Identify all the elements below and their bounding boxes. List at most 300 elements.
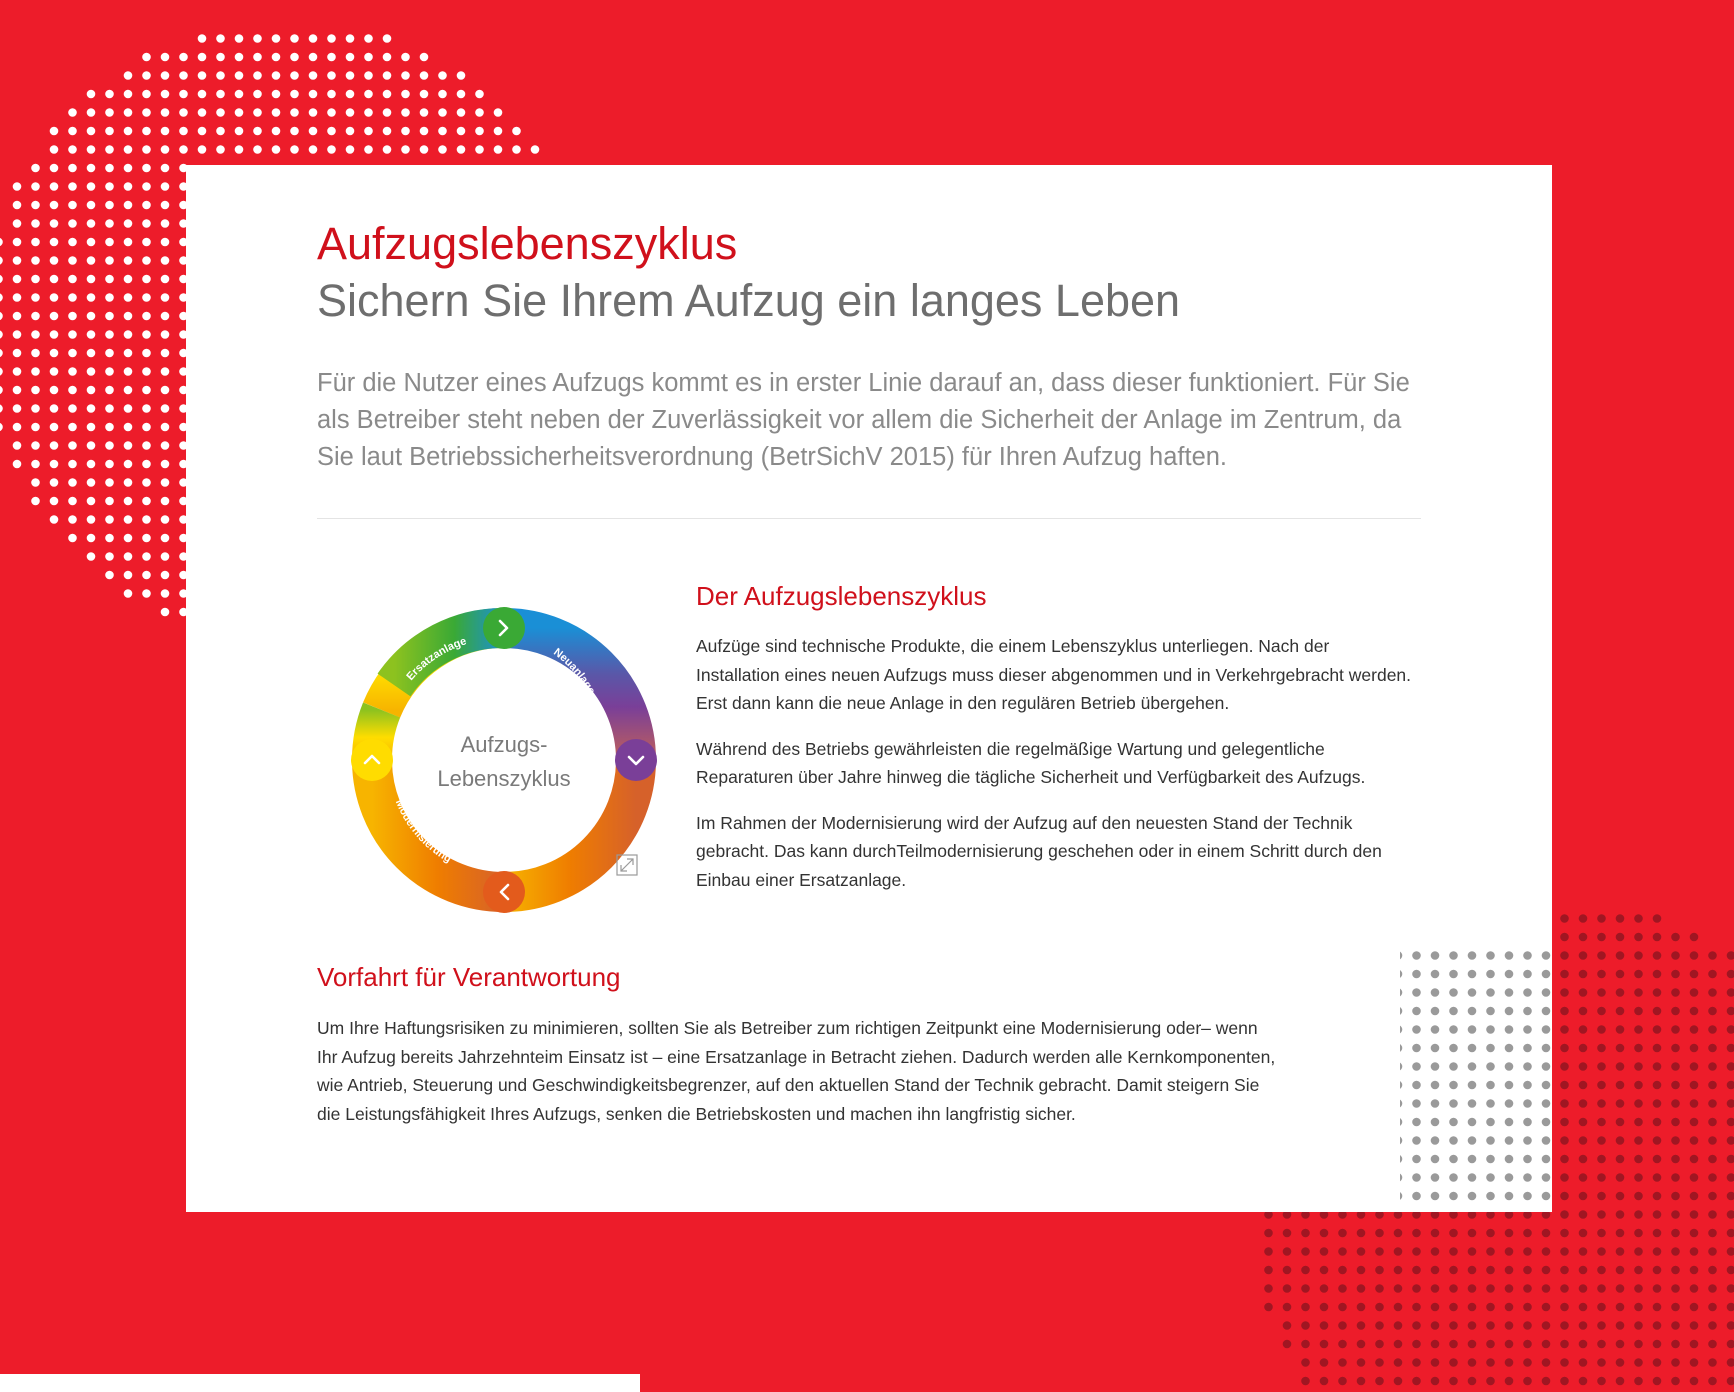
dot: [13, 256, 22, 265]
dot: [1320, 1247, 1329, 1256]
dot: [1597, 1377, 1606, 1386]
dot: [142, 201, 151, 210]
gray-dot-circle: [1400, 900, 1734, 1210]
dot: [1357, 1266, 1366, 1275]
dot: [1653, 1266, 1662, 1275]
dot: [87, 423, 96, 432]
dot: [1653, 1210, 1662, 1219]
dot: [0, 238, 3, 247]
dot: [1542, 1192, 1551, 1201]
dot: [216, 53, 225, 62]
dot: [1634, 1321, 1643, 1330]
dot: [1708, 1229, 1717, 1238]
dot: [179, 71, 188, 80]
dot: [235, 90, 244, 99]
dot: [124, 108, 133, 117]
dot: [124, 182, 133, 191]
dot: [142, 90, 151, 99]
dot: [216, 127, 225, 136]
dot: [1671, 1340, 1680, 1349]
dot: [1431, 1025, 1440, 1034]
dot: [1357, 1303, 1366, 1312]
dot: [68, 386, 77, 395]
dot: [1653, 1229, 1662, 1238]
dot: [494, 145, 503, 154]
dot: [105, 478, 114, 487]
dot: [50, 367, 59, 376]
dot: [1486, 1155, 1495, 1164]
dot: [0, 330, 3, 339]
dot: [1283, 1303, 1292, 1312]
dot: [198, 34, 207, 43]
dot: [87, 367, 96, 376]
dot: [31, 238, 40, 247]
dot: [1449, 1340, 1458, 1349]
dot: [420, 145, 429, 154]
dot: [364, 108, 373, 117]
dot: [87, 386, 96, 395]
dot: [105, 349, 114, 358]
dot: [1727, 1247, 1734, 1256]
dot: [13, 367, 22, 376]
dot: [346, 145, 355, 154]
dot: [1468, 1136, 1477, 1145]
dot: [68, 145, 77, 154]
dot: [68, 423, 77, 432]
dot: [105, 571, 114, 580]
dot: [1431, 1007, 1440, 1016]
dot: [1671, 1321, 1680, 1330]
dot: [1560, 1210, 1569, 1219]
dot: [438, 90, 447, 99]
dot: [142, 386, 151, 395]
dot: [253, 108, 262, 117]
dot: [383, 145, 392, 154]
dot: [1338, 1303, 1347, 1312]
dot: [50, 349, 59, 358]
dot: [1542, 1377, 1551, 1386]
dot: [31, 312, 40, 321]
dot: [401, 127, 410, 136]
dot: [531, 145, 540, 154]
dot: [1671, 1266, 1680, 1275]
dot: [161, 497, 170, 506]
dot: [31, 460, 40, 469]
dot: [142, 441, 151, 450]
dot: [1727, 1377, 1734, 1386]
dot: [50, 404, 59, 413]
dot: [1523, 1155, 1532, 1164]
dot: [1320, 1321, 1329, 1330]
dot: [216, 108, 225, 117]
dot: [1671, 1303, 1680, 1312]
dot: [494, 108, 503, 117]
dot: [1394, 1247, 1403, 1256]
dot: [1301, 1229, 1310, 1238]
node-bottom[interactable]: [483, 871, 525, 913]
dot: [1690, 1377, 1699, 1386]
dot: [68, 349, 77, 358]
dot: [87, 293, 96, 302]
dot: [1468, 1025, 1477, 1034]
dot: [1579, 1340, 1588, 1349]
dot: [142, 534, 151, 543]
dot: [13, 182, 22, 191]
dot: [1486, 1358, 1495, 1367]
dot: [105, 404, 114, 413]
dot: [290, 127, 299, 136]
dot: [1431, 1284, 1440, 1293]
dot: [1523, 970, 1532, 979]
dot: [512, 127, 521, 136]
dot: [31, 349, 40, 358]
dot: [105, 293, 114, 302]
dot: [1542, 1025, 1551, 1034]
dot: [31, 367, 40, 376]
dot: [1505, 1062, 1514, 1071]
dot: [1320, 1358, 1329, 1367]
dot: [1634, 1210, 1643, 1219]
dot: [142, 589, 151, 598]
dot: [1560, 1321, 1569, 1330]
dot: [1579, 1321, 1588, 1330]
dot: [31, 293, 40, 302]
segment-label-modernisierung[interactable]: Modernisierung: [392, 797, 454, 866]
dot: [198, 53, 207, 62]
dot: [1690, 1284, 1699, 1293]
dot: [13, 293, 22, 302]
dot: [1542, 1303, 1551, 1312]
dot: [161, 423, 170, 432]
dot: [1412, 1284, 1421, 1293]
lifecycle-ring-graphic[interactable]: [334, 590, 674, 930]
dot: [1505, 951, 1514, 960]
dot: [1431, 1377, 1440, 1386]
dot: [1616, 1340, 1625, 1349]
dot: [50, 386, 59, 395]
dot: [87, 164, 96, 173]
dot: [1431, 970, 1440, 979]
dot: [1375, 1229, 1384, 1238]
dot: [124, 256, 133, 265]
dot: [68, 182, 77, 191]
dot: [364, 71, 373, 80]
dot: [87, 127, 96, 136]
dot: [346, 34, 355, 43]
dot: [105, 219, 114, 228]
dot: [1542, 1358, 1551, 1367]
dot: [142, 478, 151, 487]
dot: [1523, 1044, 1532, 1053]
dot: [1412, 1099, 1421, 1108]
dot: [216, 71, 225, 80]
dot: [1523, 1266, 1532, 1275]
dot: [1727, 1358, 1734, 1367]
dot: [1579, 1358, 1588, 1367]
dot: [142, 367, 151, 376]
dot: [1542, 1340, 1551, 1349]
dot: [50, 497, 59, 506]
dot: [290, 53, 299, 62]
dot: [235, 145, 244, 154]
dot: [1523, 1081, 1532, 1090]
dot: [1468, 1044, 1477, 1053]
dot: [1653, 1377, 1662, 1386]
dot: [1486, 1173, 1495, 1182]
dot: [124, 127, 133, 136]
dot: [1449, 951, 1458, 960]
page-subtitle: Sichern Sie Ihrem Aufzug ein langes Leben: [317, 275, 1181, 326]
dot: [198, 145, 207, 154]
dot: [0, 386, 3, 395]
dot: [1375, 1247, 1384, 1256]
dot: [1560, 1284, 1569, 1293]
node-top[interactable]: [483, 607, 525, 649]
dot: [31, 275, 40, 284]
dot: [50, 478, 59, 487]
dot: [50, 164, 59, 173]
dot: [68, 312, 77, 321]
dot: [1264, 1247, 1273, 1256]
dot: [272, 71, 281, 80]
dot: [1708, 1303, 1717, 1312]
node-right[interactable]: [615, 739, 657, 781]
dot: [87, 201, 96, 210]
dot: [1468, 970, 1477, 979]
dot: [179, 145, 188, 154]
segment-label-reparatur-wartung[interactable]: Reparatur & Wartung: [525, 787, 604, 872]
dot: [1431, 1155, 1440, 1164]
dot: [1505, 1118, 1514, 1127]
dot: [1412, 951, 1421, 960]
ring-center-line1: Aufzugs-: [460, 732, 548, 757]
dot: [124, 404, 133, 413]
dot: [31, 478, 40, 487]
dot: [87, 552, 96, 561]
segment-label-neuanlage[interactable]: Neuanlage: [551, 646, 598, 697]
dot: [272, 34, 281, 43]
dot: [13, 238, 22, 247]
dot: [1412, 1358, 1421, 1367]
dot: [1486, 1136, 1495, 1145]
dot: [142, 515, 151, 524]
dot: [309, 53, 318, 62]
dot: [50, 441, 59, 450]
dot: [0, 312, 3, 321]
dot: [1542, 1173, 1551, 1182]
dot: [1320, 1229, 1329, 1238]
dot: [31, 256, 40, 265]
dot: [161, 534, 170, 543]
dot: [87, 256, 96, 265]
dot: [87, 534, 96, 543]
dot: [346, 71, 355, 80]
dot: [142, 164, 151, 173]
dot: [1412, 1007, 1421, 1016]
dot: [1431, 1229, 1440, 1238]
dot: [124, 460, 133, 469]
dot: [161, 201, 170, 210]
dot: [124, 201, 133, 210]
dot: [1412, 1321, 1421, 1330]
dot: [68, 293, 77, 302]
dot: [1616, 1284, 1625, 1293]
dot: [1597, 1247, 1606, 1256]
dot: [1431, 951, 1440, 960]
dot: [420, 71, 429, 80]
dot: [1727, 1321, 1734, 1330]
dot: [1449, 1321, 1458, 1330]
dot: [1449, 1007, 1458, 1016]
dot: [1597, 1303, 1606, 1312]
dot: [1505, 1136, 1514, 1145]
dot: [87, 182, 96, 191]
dot: [1320, 1303, 1329, 1312]
dot: [1542, 1081, 1551, 1090]
dot: [87, 441, 96, 450]
dot: [1431, 1044, 1440, 1053]
dot: [1616, 1321, 1625, 1330]
dot: [1400, 1081, 1402, 1090]
dot: [1634, 1340, 1643, 1349]
segment-label-ersatzanlage[interactable]: Ersatzanlage: [404, 635, 469, 683]
dot: [1690, 1358, 1699, 1367]
dot: [1431, 1340, 1440, 1349]
dot: [1400, 1062, 1402, 1071]
dot: [50, 460, 59, 469]
dot: [1690, 1340, 1699, 1349]
dot: [1708, 1340, 1717, 1349]
dot: [1283, 1266, 1292, 1275]
dot: [1301, 1247, 1310, 1256]
dot: [364, 145, 373, 154]
dot: [1431, 1136, 1440, 1145]
dot: [124, 441, 133, 450]
dot: [1338, 1340, 1347, 1349]
dot: [68, 367, 77, 376]
dot: [235, 108, 244, 117]
dot: [13, 386, 22, 395]
dot: [1486, 988, 1495, 997]
dot: [105, 441, 114, 450]
dot: [1449, 1377, 1458, 1386]
dot: [1616, 1377, 1625, 1386]
dot: [161, 552, 170, 561]
dot: [50, 423, 59, 432]
dot: [105, 423, 114, 432]
dot: [1690, 1229, 1699, 1238]
dot: [105, 497, 114, 506]
dot: [1412, 1173, 1421, 1182]
dot: [50, 293, 59, 302]
dot: [364, 127, 373, 136]
dot: [1449, 1025, 1458, 1034]
dot: [1505, 1284, 1514, 1293]
dot: [105, 145, 114, 154]
dot: [1505, 970, 1514, 979]
dot: [142, 404, 151, 413]
dot: [1357, 1229, 1366, 1238]
dot: [309, 34, 318, 43]
dot: [1283, 1247, 1292, 1256]
dot: [87, 404, 96, 413]
dot: [309, 71, 318, 80]
dot: [1560, 1358, 1569, 1367]
dot: [1505, 1377, 1514, 1386]
dot: [105, 367, 114, 376]
dot: [494, 127, 503, 136]
dot: [105, 460, 114, 469]
dot: [1468, 1377, 1477, 1386]
dot: [1320, 1377, 1329, 1386]
dot: [1449, 1358, 1458, 1367]
dot: [87, 108, 96, 117]
dot: [124, 90, 133, 99]
dot: [1486, 1377, 1495, 1386]
dot: [1264, 1303, 1273, 1312]
dot: [1542, 1099, 1551, 1108]
dot: [1616, 1247, 1625, 1256]
dot: [1505, 1099, 1514, 1108]
expand-icon[interactable]: [615, 853, 639, 877]
lifecycle-paragraph-1: Aufzüge sind technische Produkte, die einem Lebenszyklus unterliegen. Nach der Installation eines neuen Aufzugs muss dieser abgenommen und in Verkehrgebracht werden. Erst dann kann die neue Anlage in den regulären Betrieb übergehen.: [696, 636, 1412, 714]
dot: [1634, 1377, 1643, 1386]
dot: [13, 201, 22, 210]
dot: [235, 34, 244, 43]
dot: [1412, 1247, 1421, 1256]
dot: [1283, 1340, 1292, 1349]
dot: [105, 164, 114, 173]
dot: [13, 423, 22, 432]
dot: [1431, 1099, 1440, 1108]
node-left[interactable]: [351, 739, 393, 781]
dot: [1505, 1321, 1514, 1330]
dot: [1468, 1118, 1477, 1127]
dot: [31, 441, 40, 450]
dot: [68, 404, 77, 413]
dot: [253, 90, 262, 99]
dot: [87, 497, 96, 506]
dot: [1412, 1155, 1421, 1164]
dot: [50, 219, 59, 228]
dot: [50, 127, 59, 136]
dot: [1542, 1247, 1551, 1256]
dot: [1653, 1284, 1662, 1293]
dot: [216, 90, 225, 99]
dot: [1597, 1266, 1606, 1275]
dot: [1560, 1229, 1569, 1238]
dot: [1505, 1025, 1514, 1034]
dot: [124, 71, 133, 80]
intro-text: Für die Nutzer eines Aufzugs kommt es in erster Linie darauf an, dass dieser funktioniert. Für Sie als Betreiber steht neben der Zuverlässigkeit vor allem die Sicherheit der Anlage im Zentrum, da Sie laut Betriebssicherheitsverordnung (BetrSichV 2015) für Ihren Aufzug haften.: [317, 369, 1410, 471]
dot: [124, 349, 133, 358]
dot: [161, 182, 170, 191]
dot: [1468, 1229, 1477, 1238]
dot: [1400, 1136, 1402, 1145]
dot: [161, 219, 170, 228]
dot: [161, 404, 170, 413]
dot: [1449, 1155, 1458, 1164]
dot: [68, 330, 77, 339]
dot: [1449, 1247, 1458, 1256]
dot: [1523, 1007, 1532, 1016]
dot: [0, 293, 3, 302]
dot: [309, 108, 318, 117]
dot: [198, 90, 207, 99]
dot: [161, 90, 170, 99]
dot: [1579, 1303, 1588, 1312]
dot: [105, 182, 114, 191]
